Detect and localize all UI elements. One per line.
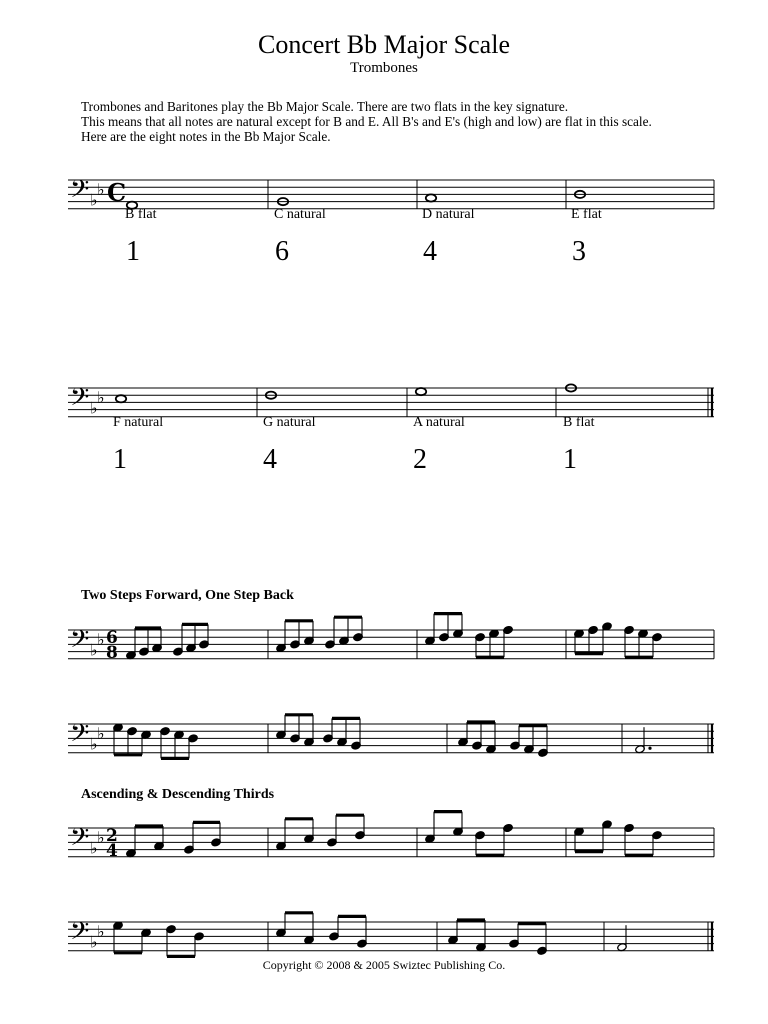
page-title: Concert Bb Major Scale (258, 30, 510, 59)
note-name-label: A natural (413, 415, 465, 430)
bass-clef: 𝄢 (70, 823, 90, 858)
note-name-label: F natural (113, 415, 164, 430)
exercise-2-staff-1 (0, 818, 768, 868)
note-name-label: E flat (571, 207, 602, 222)
time-signature: 4 (106, 841, 118, 861)
intro-line: Trombones and Baritones play the Bb Major Scale. There are two flats in the key signature. (81, 99, 569, 114)
flat-sign: ♭ (97, 387, 105, 407)
flat-sign: ♭ (97, 179, 105, 199)
scale-staff-1 (0, 170, 768, 210)
flat-sign: ♭ (90, 734, 98, 754)
bass-clef: 𝄢 (70, 175, 90, 210)
flat-sign: ♭ (97, 921, 105, 941)
intro-line: This means that all notes are natural except for B and E. All B's and E's (high and low) are flat in this scale. (81, 114, 652, 129)
note-name-label: B flat (125, 207, 157, 222)
flat-sign: ♭ (97, 629, 105, 649)
whole-note (426, 194, 436, 201)
bass-clef: 𝄢 (70, 625, 90, 660)
flat-sign: ♭ (90, 838, 98, 858)
time-signature: 8 (106, 643, 118, 663)
note-name-label: C natural (274, 207, 326, 222)
copyright-notice: Copyright © 2008 & 2005 Swiztec Publishing Co. (262, 958, 506, 972)
note-name-label: G natural (263, 415, 316, 430)
bass-clef: 𝄢 (70, 383, 90, 418)
slide-position-number: 4 (423, 236, 437, 267)
flat-sign: ♭ (90, 190, 98, 210)
flat-sign: ♭ (90, 398, 98, 418)
slide-position-number: 2 (413, 444, 427, 475)
time-signature: 2 (106, 826, 118, 846)
note-name-label: D natural (422, 207, 475, 222)
note-name-label: B flat (563, 415, 595, 430)
bass-clef: 𝄢 (70, 719, 90, 754)
whole-note (416, 388, 426, 395)
time-signature: C (107, 178, 127, 207)
exercise-1-staff-1 (0, 620, 768, 670)
bass-clef: 𝄢 (70, 917, 90, 952)
page-subtitle: Trombones (350, 60, 418, 76)
exercise-1-staff-2 (0, 714, 768, 764)
scale-staff-2 (0, 378, 768, 418)
exercise-title: Two Steps Forward, One Step Back (81, 588, 294, 603)
slide-position-number: 3 (572, 236, 586, 267)
flat-sign: ♭ (97, 827, 105, 847)
slide-position-number: 6 (275, 236, 289, 267)
flat-sign: ♭ (90, 932, 98, 952)
time-signature: 6 (106, 628, 118, 648)
augmentation-dot (648, 747, 651, 750)
slide-position-number: 1 (563, 444, 577, 475)
intro-line: Here are the eight notes in the Bb Major Scale. (81, 129, 331, 144)
slide-position-number: 1 (126, 236, 140, 267)
exercise-2-staff-2 (0, 912, 768, 962)
whole-note (116, 395, 126, 402)
exercise-title: Ascending & Descending Thirds (81, 787, 275, 802)
flat-sign: ♭ (97, 723, 105, 743)
flat-sign: ♭ (90, 640, 98, 660)
slide-position-number: 4 (263, 444, 277, 475)
intro-paragraph (81, 99, 761, 144)
slide-position-number: 1 (113, 444, 127, 475)
